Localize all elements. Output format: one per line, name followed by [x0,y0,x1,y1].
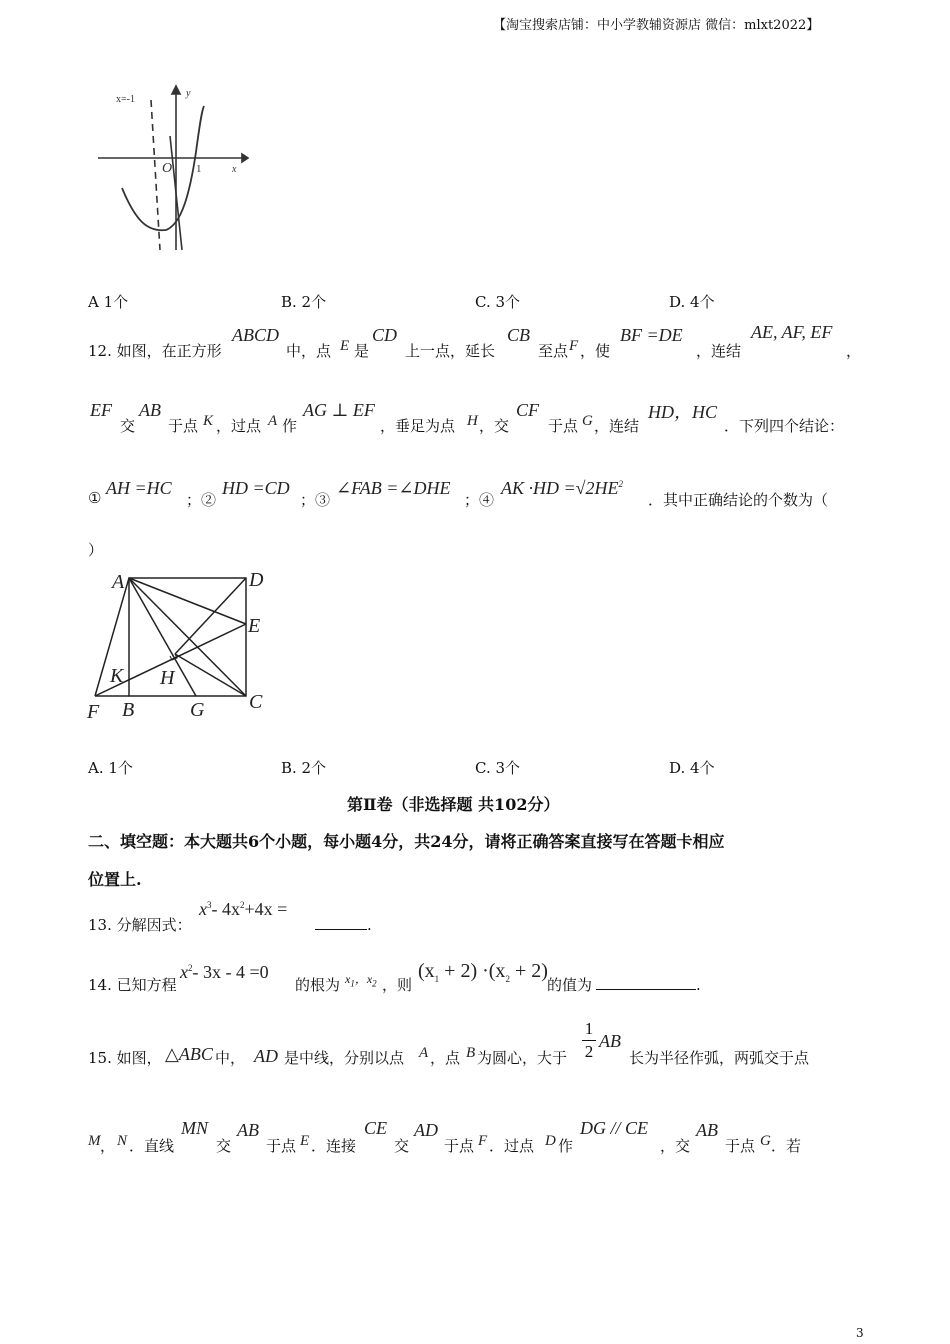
q14-roots [345,970,377,988]
q13-answer-blank[interactable] [315,914,372,934]
figure-label-f: F [87,701,100,723]
var: x [366,972,373,986]
q12-math-ef: EF [90,400,112,420]
q12-conclusion-4-expr: AK ·HD =√2HE [501,478,619,498]
q15-point-e: E [300,1133,310,1149]
q12-text: ．其中正确结论的个数为（ [648,491,829,509]
term: + 2) ·(x [439,960,506,982]
q12-text: 交 [120,417,136,435]
q15-point-g: G [760,1133,771,1149]
q11-option-c: C. 3个 [475,293,521,311]
q12-point-g: G [582,413,593,429]
exp: 3 [207,900,212,910]
q12-math-ab: AB [139,400,161,420]
q12-math-abcd: ABCD [232,325,279,345]
q15-text: 作 [558,1137,574,1155]
q12-math-cd: CD [372,325,398,345]
q12-square-figure [84,566,274,726]
term: - 4x [211,899,240,919]
page-header: 【淘宝搜索店铺：中小学教辅资源店 微信：mlxt2022】 [493,18,820,33]
q13-label: 13. 分解因式： [88,916,192,934]
var: x [345,972,351,986]
q12-point-a: A [268,413,278,429]
q12-text: ，使 [580,342,611,360]
q12-text: ， [846,342,862,360]
denominator: 2 [584,1042,594,1061]
figure-label-k: K [110,665,124,687]
q12-text: ．下列四个结论： [724,417,845,435]
q12-math-cb: CB [507,325,531,345]
q12-math-bf-de: BF =DE [620,325,683,345]
q12-conclusion-1: AH =HC [106,478,172,498]
q15-text: 中， [215,1049,246,1067]
var: x [199,899,207,919]
q15-text: 于点 [266,1137,297,1155]
term: (x [418,960,435,982]
sub: 2 [505,974,510,984]
q15-point-n: N [117,1133,128,1149]
term: + 2) [509,960,548,982]
q12-math-hd-hc: HD，HC [648,402,718,422]
q12-option-b: B. 2个 [281,759,327,777]
q14-expression [418,960,548,984]
q15-math-ab: AB [696,1120,718,1140]
x-axis-arrow [242,154,248,162]
q12-number: 12. 如图，在正方形 [88,342,222,360]
q15-text: ．若 [771,1137,802,1155]
q15-math-ab: AB [237,1120,259,1140]
q15-math-ad: AD [254,1046,278,1066]
q12-text: 上一点，延长 [405,342,496,360]
sub: 1 [350,978,355,989]
q15-text: 交 [394,1137,410,1155]
q12-point-f: F [569,338,579,354]
q12-text: ） [88,541,104,559]
q13-expression [199,899,287,920]
q15-fraction [582,1020,596,1061]
q15-text: ．连接 [311,1137,357,1155]
q12-text: ，连结 [594,417,640,435]
q14-text: 的值为 [547,976,593,994]
exp: 2 [188,963,193,973]
q11-dashed-symmetry-line [151,100,160,250]
q14-text: ，则 [382,976,413,994]
q12-conclusion-2: HD =CD [222,478,290,498]
q11-origin-label: O [162,161,173,176]
var: x [180,962,188,982]
q15-text: ， [100,1137,116,1155]
q15-point-a: A [419,1045,429,1061]
q11-option-d: D. 4个 [669,293,715,311]
q12-text: 是 [354,342,370,360]
q15-point-b: B [466,1045,476,1061]
q15-point-f: F [478,1133,488,1149]
section-heading-line1: 二、填空题：本大题共6个小题，每小题4分，共24分，请将正确答案直接写在答题卡相应 [88,832,725,851]
q15-text: 长为半径作弧，两弧交于点 [629,1049,810,1067]
q12-text: ，连结 [696,342,742,360]
figure-label-g: G [190,699,205,721]
q12-text: 中，点 [286,342,332,360]
exp: 2 [240,900,245,910]
q12-math-ag-perp-ef: AG ⊥ EF [303,400,375,420]
q12-conclusion-4 [501,478,623,499]
figure-label-e: E [248,615,261,637]
q12-text: ，垂足为点 [380,417,456,435]
q15-point-m: M [88,1133,101,1149]
q15-math-mn: MN [181,1118,208,1138]
q14-dot: . [696,976,701,994]
segment-hd [175,578,246,654]
q14-label: 14. 已知方程 [88,976,177,994]
q13-dot: . [367,916,372,934]
figure-label-a: A [112,571,125,593]
q14-text: 的根为 [295,976,341,994]
numerator: 1 [584,1019,594,1038]
q12-math-cf: CF [516,400,540,420]
q12-conclusion-4-sup: 2 [618,479,624,489]
figure-label-b: B [122,699,135,721]
q15-text: ，点 [430,1049,461,1067]
sub: 2 [372,978,377,989]
q15-text: ．直线 [129,1137,175,1155]
q12-point-k: K [203,413,214,429]
q15-text: 是中线，分别以点 [284,1049,405,1067]
q15-point-d: D [545,1133,556,1149]
q15-text: 于点 [444,1137,475,1155]
q12-option-d: D. 4个 [669,759,715,777]
q12-option-a: A. 1个 [88,759,133,777]
q12-conclusion-4-marker: ；④ [464,491,495,509]
q11-option-a: A 1个 [88,293,129,311]
figure-label-c: C [249,691,263,713]
q12-math-ae-af-ef: AE, AF, EF [751,322,833,342]
q14-equation [180,962,269,983]
sub: 1 [434,974,440,984]
y-axis-arrow [172,86,180,94]
q11-y-label: y [186,88,191,99]
q12-point-h: H [467,413,478,429]
q11-option-b: B. 2个 [281,293,327,311]
term: - 3x - 4 =0 [192,962,269,982]
q15-text: 交 [216,1137,232,1155]
q15-label: 15. 如图， [88,1049,162,1067]
figure-label-d: D [249,569,264,591]
q12-conclusion-3-marker: ；③ [300,491,331,509]
q12-text: ，过点 [216,417,262,435]
q12-conclusion-1-marker: ① [88,489,102,507]
q12-conclusion-2-marker: ；② [186,491,217,509]
q15-text: ．过点 [489,1137,535,1155]
q15-math-ad: AD [414,1120,438,1140]
q12-point-e: E [340,338,350,354]
q11-x-label: x [232,164,237,175]
q15-text: 为圆心，大于 [477,1049,568,1067]
q11-parabola-graph [92,82,252,254]
q12-text: 至点 [538,342,569,360]
segment-ae [129,578,246,624]
q12-text: 于点 [168,417,199,435]
section-heading-line2: 位置上. [88,870,142,889]
q15-math-ab: AB [599,1031,621,1051]
q12-option-c: C. 3个 [475,759,521,777]
q12-text: 作 [282,417,298,435]
q15-math-dg-parallel-ce: DG // CE [580,1118,649,1138]
q15-text: 于点 [725,1137,756,1155]
q12-text: 于点 [548,417,579,435]
q15-text: ，交 [660,1137,691,1155]
page-number: 3 [856,1326,864,1340]
part2-title: 第Ⅱ卷（非选择题 共102分） [347,795,560,814]
q11-one-label: 1 [196,163,202,175]
sep: ， [354,972,367,986]
q11-dashed-label: x=-1 [116,94,135,105]
figure-label-h: H [160,667,175,689]
q15-math-ce: CE [364,1118,388,1138]
term: +4x = [244,899,288,919]
q12-conclusion-3: ∠FAB =∠DHE [336,478,451,498]
q12-text: ，交 [479,417,510,435]
q15-triangle: △ABC [165,1044,213,1064]
q14-answer-blank[interactable] [596,974,701,994]
